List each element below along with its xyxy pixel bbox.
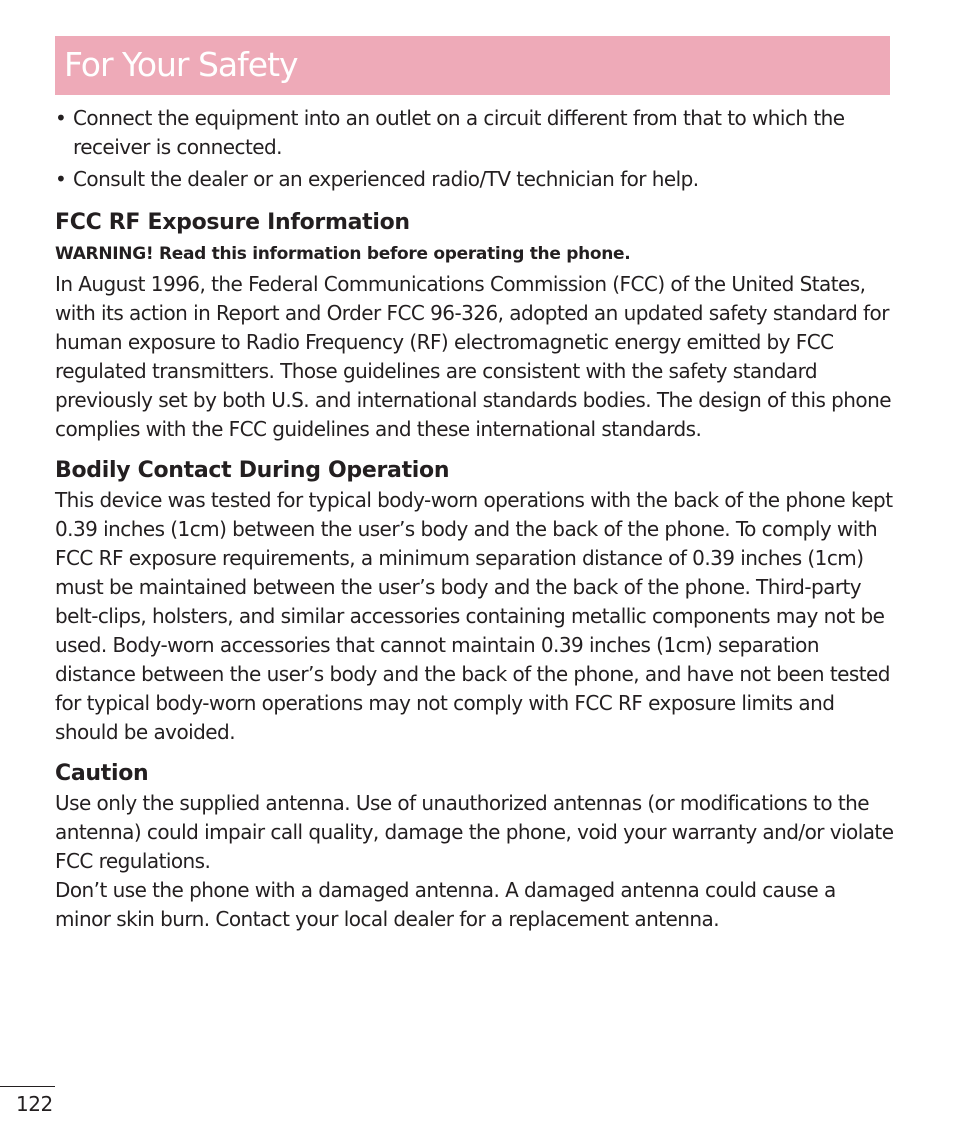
caution-section <box>55 759 895 934</box>
section-heading: Caution <box>55 761 149 786</box>
page-title: For Your Safety <box>64 45 298 84</box>
bullet-list <box>55 104 895 194</box>
list-item-text: Consult the dealer or an experienced radio/TV technician for help. <box>73 167 699 191</box>
body-paragraph: This device was tested for typical body-worn operations with the back of the phone kept 0.39 inches (1cm) between the user’s body and the back of the phone. To comply with FCC RF exposure requirements, a minimum separation distance of 0.39 inches (1cm) must be maintained between the user’s body and the back of the phone. Third-party belt-clips, holsters, and similar accessories containing metallic components may not be used. Body-worn accessories that cannot maintain 0.39 inches (1cm) separation distance between the user’s body and the back of the phone, and have not been tested for typical body-worn operations may not comply with FCC RF exposure limits and should be avoided. <box>55 488 893 744</box>
body-paragraph: Don’t use the phone with a damaged antenna. A damaged antenna could cause a minor skin burn. Contact your local dealer for a replacement antenna. <box>55 878 836 931</box>
warning-text: WARNING! Read this information before operating the phone. <box>55 244 631 264</box>
bodily-contact-section <box>55 456 895 747</box>
footer-divider <box>0 1086 55 1087</box>
bullet-icon: • <box>55 167 67 191</box>
list-item <box>55 104 895 162</box>
page-content <box>55 104 895 934</box>
header-bar <box>55 36 890 95</box>
fcc-rf-exposure-section <box>55 208 895 444</box>
list-item-text: Connect the equipment into an outlet on a circuit different from that to which the receiver is connected. <box>73 106 845 159</box>
section-heading: FCC RF Exposure Information <box>55 210 410 235</box>
bullet-icon: • <box>55 106 67 130</box>
page-number: 122 <box>16 1092 53 1116</box>
section-heading: Bodily Contact During Operation <box>55 458 450 483</box>
body-paragraph: Use only the supplied antenna. Use of unauthorized antennas (or modifications to the antenna) could impair call quality, damage the phone, void your warranty and/or violate FCC regulations. <box>55 791 894 873</box>
list-item <box>55 165 895 194</box>
body-paragraph: In August 1996, the Federal Communications Commission (FCC) of the United States, with its action in Report and Order FCC 96-326, adopted an updated safety standard for human exposure to Radio Frequency (RF) electromagnetic energy emitted by FCC regulated transmitters. Those guidelines are consistent with the safety standard previously set by both U.S. and international standards bodies. The design of this phone complies with the FCC guidelines and these international standards. <box>55 272 891 441</box>
